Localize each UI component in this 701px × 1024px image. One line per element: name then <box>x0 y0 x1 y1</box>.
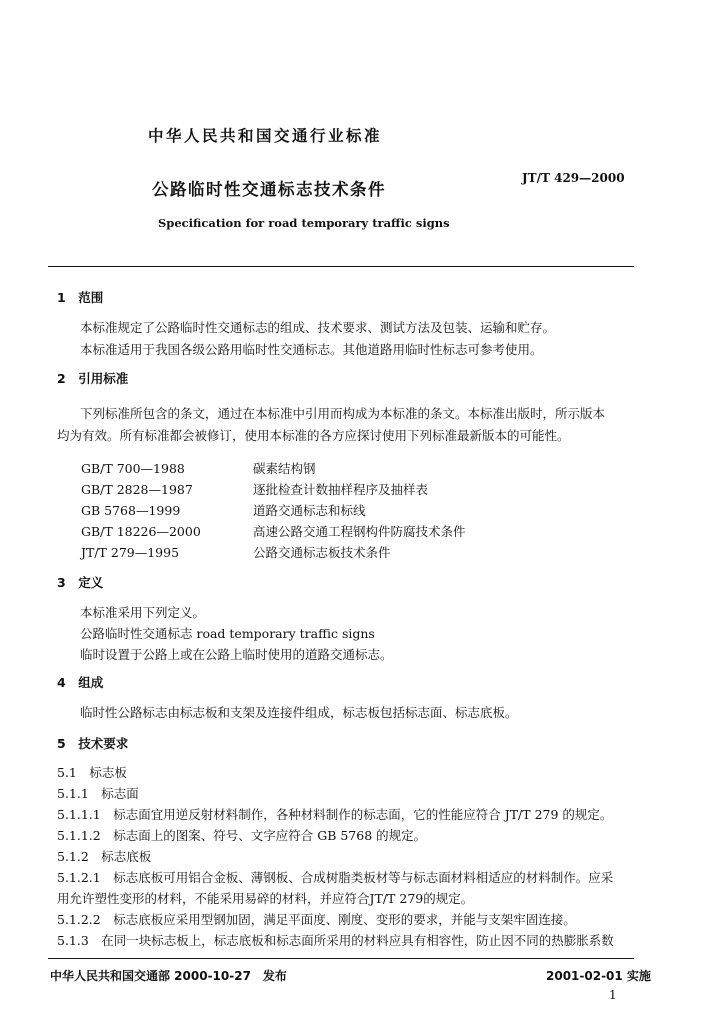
reference-code: GB/T 18226—2000 <box>81 524 201 539</box>
clause-5-1: 5.1 标志板 <box>57 765 127 780</box>
clause-5-1-1-2: 5.1.1.2 标志面上的图案、符号、文字应符合 GB 5768 的规定。 <box>57 828 427 843</box>
section-3-term: 公路临时性交通标志 road temporary traffic signs <box>80 626 375 641</box>
section-3-definition: 临时设置于公路上或在公路上临时使用的道路交通标志。 <box>80 647 393 662</box>
footer-rule <box>48 958 634 959</box>
reference-code: GB/T 700—1988 <box>81 461 185 476</box>
reference-title: 公路交通标志板技术条件 <box>253 545 391 560</box>
clause-5-1-2: 5.1.2 标志底板 <box>57 849 152 864</box>
section-3-heading: 3 定义 <box>57 575 104 590</box>
section-4-heading: 4 组成 <box>57 675 104 690</box>
section-2-paragraph-line-1: 下列标准所包含的条文，通过在本标准中引用而构成为本标准的条文。本标准出版时，所示版本 <box>80 406 606 421</box>
section-2-heading: 2 引用标准 <box>57 371 129 386</box>
header-rule <box>48 266 634 267</box>
reference-code: JT/T 279—1995 <box>81 545 180 560</box>
reference-title: 逐批检查计数抽样程序及抽样表 <box>253 482 429 497</box>
clause-5-1-1-1: 5.1.1.1 标志面宜用逆反射材料制作，各种材料制作的标志面，它的性能应符合 JT/T 279 的规定。 <box>57 807 613 822</box>
issue-line: 中华人民共和国交通部 2000-10-27 发布 <box>50 969 287 983</box>
section-1-paragraph-1: 本标准规定了公路临时性交通标志的组成、技术要求、测试方法及包装、运输和贮存。 <box>80 320 556 335</box>
reference-title: 碳素结构钢 <box>253 461 316 476</box>
reference-title: 高速公路交通工程钢构件防腐技术条件 <box>253 524 466 539</box>
document-title-en: Specification for road temporary traffic signs <box>158 216 450 230</box>
section-4-paragraph: 临时性公路标志由标志板和支架及连接件组成，标志板包括标志面、标志底板。 <box>80 705 518 720</box>
clause-5-1-3: 5.1.3 在同一块标志板上，标志底板和标志面所采用的材料应具有相容性，防止因不同的热膨胀系数 <box>57 933 614 948</box>
section-2-paragraph-line-2: 均为有效。所有标准都会被修订，使用本标准的各方应探讨使用下列标准最新版本的可能性。 <box>57 428 570 443</box>
clause-5-1-2-1-line-2: 用允许塑性变形的材料，不能采用易碎的材料，并应符合JT/T 279的规定。 <box>57 891 474 906</box>
standard-code: JT/T 429—2000 <box>522 171 625 185</box>
industry-standard-heading: 中华人民共和国交通行业标准 <box>148 127 383 145</box>
document-title-cn: 公路临时性交通标志技术条件 <box>152 180 386 199</box>
clause-5-1-2-1-line-1: 5.1.2.1 标志底板可用铝合金板、薄钢板、合成树脂类板材等与标志面材料相适应的材料制作。应采 <box>57 870 614 885</box>
section-5-heading: 5 技术要求 <box>57 736 129 751</box>
clause-5-1-2-2: 5.1.2.2 标志底板应采用型钢加固，满足平面度、刚度、变形的要求，并能与支架牢固连接。 <box>57 912 576 927</box>
page-number: 1 <box>609 988 617 1002</box>
implementation-date: 2001-02-01 实施 <box>546 969 651 983</box>
section-3-paragraph: 本标准采用下列定义。 <box>80 605 206 620</box>
section-1-heading: 1 范围 <box>57 290 104 305</box>
reference-title: 道路交通标志和标线 <box>253 503 366 518</box>
reference-code: GB 5768—1999 <box>81 503 181 518</box>
section-1-paragraph-2: 本标准适用于我国各级公路用临时性交通标志。其他道路用临时性标志可参考使用。 <box>80 342 543 357</box>
clause-5-1-1: 5.1.1 标志面 <box>57 786 139 801</box>
reference-code: GB/T 2828—1987 <box>81 482 193 497</box>
